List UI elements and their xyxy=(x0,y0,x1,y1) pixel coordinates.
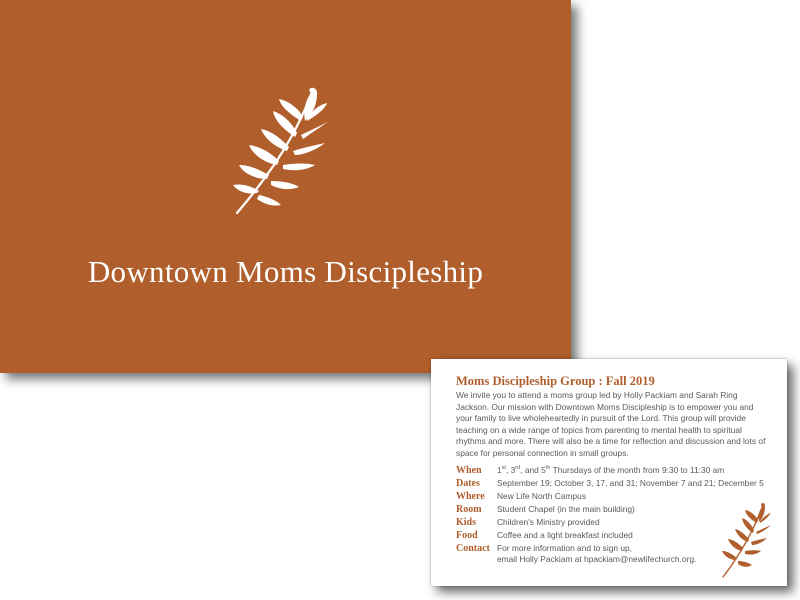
invitation-card-front xyxy=(0,0,571,373)
detail-value: 1st, 3rd, and 5th Thursdays of the month from 9:30 to 11:30 am xyxy=(497,465,725,475)
detail-label: Dates xyxy=(456,478,480,489)
invitation-card-back xyxy=(431,359,787,586)
detail-label: Where xyxy=(456,491,485,502)
detail-value: Coffee and a light breakfast included xyxy=(497,530,633,540)
detail-value: New Life North Campus xyxy=(497,491,586,501)
detail-row-when xyxy=(456,465,766,478)
detail-label: Contact xyxy=(456,543,490,554)
detail-label: When xyxy=(456,465,482,476)
detail-value: Children's Ministry provided xyxy=(497,517,600,527)
detail-value: Student Chapel (in the main building) xyxy=(497,504,635,514)
detail-label: Room xyxy=(456,504,482,515)
card-title: Downtown Moms Discipleship xyxy=(87,254,484,289)
detail-label: Food xyxy=(456,530,478,541)
invitation-text: We invite you to attend a moms group led by Holly Packiam and Sarah Ring Jackson. Our mission with Downtown Moms Discipleship is to empower you and your family to live wholeheartedly in pursuit of the Lord. This group will provide teaching on a wide range of topics from parenting to mental health to spiritual rhythms and more. There will also be a time for reflection and discussion and lots of space for personal connection in small groups. xyxy=(456,390,766,458)
group-title: Moms Discipleship Group : Fall 2019 xyxy=(456,374,655,388)
olive-branch-icon xyxy=(717,501,777,579)
detail-row-dates xyxy=(456,478,766,491)
detail-label: Kids xyxy=(456,517,477,528)
olive-branch-icon xyxy=(225,85,355,217)
detail-value: For more information and to sign up, email Holly Packiam at hpackiam@newlifechurch.org. xyxy=(497,543,697,564)
detail-value: September 19; October 3, 17, and 31; November 7 and 21; December 5 xyxy=(497,478,764,488)
